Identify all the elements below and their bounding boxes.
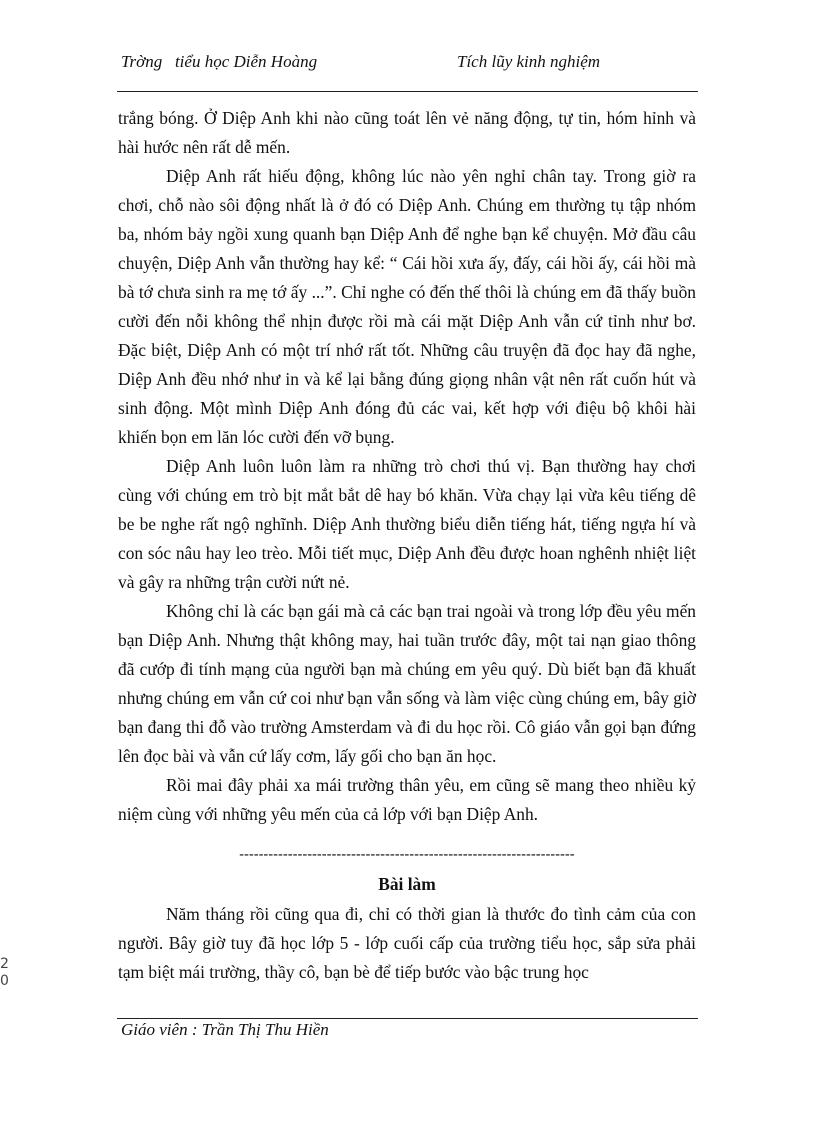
footer-rule: [117, 1018, 698, 1019]
margin-mark: 2: [0, 956, 9, 972]
section-separator: ---------------------------------------------------------------------: [239, 847, 575, 862]
document-body: [118, 104, 696, 829]
section-body: [118, 900, 696, 987]
section-title: Bài làm: [378, 874, 436, 894]
paragraph: Không chỉ là các bạn gái mà cả các bạn trai ngoài và trong lớp đều yêu mến bạn Diệp Anh. Nhưng thật không may, hai tuần trước đây, một tai nạn giao thông đã cướp đi tính mạng của người bạn mà chúng em yêu quý. Dù biết bạn đã khuất nhưng chúng em vẫn cứ coi như bạn vẫn sống và làm việc cùng chúng em, bây giờ bạn đang thi đỗ vào trường Amsterdam và đi du học rồi. Cô giáo vẫn gọi bạn đứng lên đọc bài và vẫn cứ lấy cơm, lấy gối cho bạn ăn học.: [118, 601, 696, 766]
paragraph: trắng bóng. Ở Diệp Anh khi nào cũng toát lên vẻ năng động, tự tin, hóm hỉnh và hài hước nên rất dễ mến.: [118, 108, 696, 157]
footer-teacher: Giáo viên : Trần Thị Thu Hiền: [121, 1020, 329, 1039]
header-rule: [117, 91, 698, 92]
paragraph: Năm tháng rồi cũng qua đi, chỉ có thời gian là thước đo tình cảm của con người. Bây giờ tuy đã học lớp 5 - lớp cuối cấp của trường tiểu học, sắp sửa phải tạm biệt mái trường, thầy cô, bạn bè để tiếp bước vào bậc trung học: [118, 904, 696, 982]
margin-mark: 0: [0, 973, 9, 989]
header-school: Trờng tiểu học Diễn Hoàng: [121, 52, 318, 71]
header-title: Tích lũy kinh nghiệm: [457, 52, 601, 71]
paragraph: Diệp Anh rất hiếu động, không lúc nào yên nghỉ chân tay. Trong giờ ra chơi, chỗ nào sôi động nhất là ở đó có Diệp Anh. Chúng em thường tụ tập nhóm ba, nhóm bảy ngồi xung quanh bạn Diệp Anh để nghe bạn kể chuyện. Mở đầu câu chuyện, Diệp Anh vẫn thường hay kể: “ Cái hồi xưa ấy, đấy, cái hồi ấy, cái hồi mà bà tớ chưa sinh ra mẹ tớ ấy ...”. Chỉ nghe có đến thế thôi là chúng em đã thấy buồn cười đến nỗi không thể nhịn được rồi mà cái mặt Diệp Anh vẫn cứ tỉnh như bơ. Đặc biệt, Diệp Anh có một trí nhớ rất tốt. Những câu truyện đã đọc hay đã nghe, Diệp Anh đều nhớ như in và kể lại bằng đúng giọng nhân vật nên rất cuốn hút và sinh động. Một mình Diệp Anh đóng đủ các vai, kết hợp với điệu bộ khôi hài khiến bọn em lăn lóc cười đến vỡ bụng.: [118, 166, 696, 447]
paragraph: Diệp Anh luôn luôn làm ra những trò chơi thú vị. Bạn thường hay chơi cùng với chúng em trò bịt mắt bắt dê hay bó khăn. Vừa chạy lại vừa kêu tiếng dê be be nghe rất ngộ nghĩnh. Diệp Anh thường biểu diễn tiếng hát, tiếng ngựa hí và con sóc nâu hay leo trèo. Mỗi tiết mục, Diệp Anh đều được hoan nghênh nhiệt liệt và gây ra những trận cười nứt nẻ.: [118, 456, 696, 592]
paragraph: Rồi mai đây phải xa mái trường thân yêu, em cũng sẽ mang theo nhiều kỷ niệm cùng với những yêu mến của cả lớp với bạn Diệp Anh.: [118, 775, 696, 824]
margin-marks: [0, 956, 8, 990]
